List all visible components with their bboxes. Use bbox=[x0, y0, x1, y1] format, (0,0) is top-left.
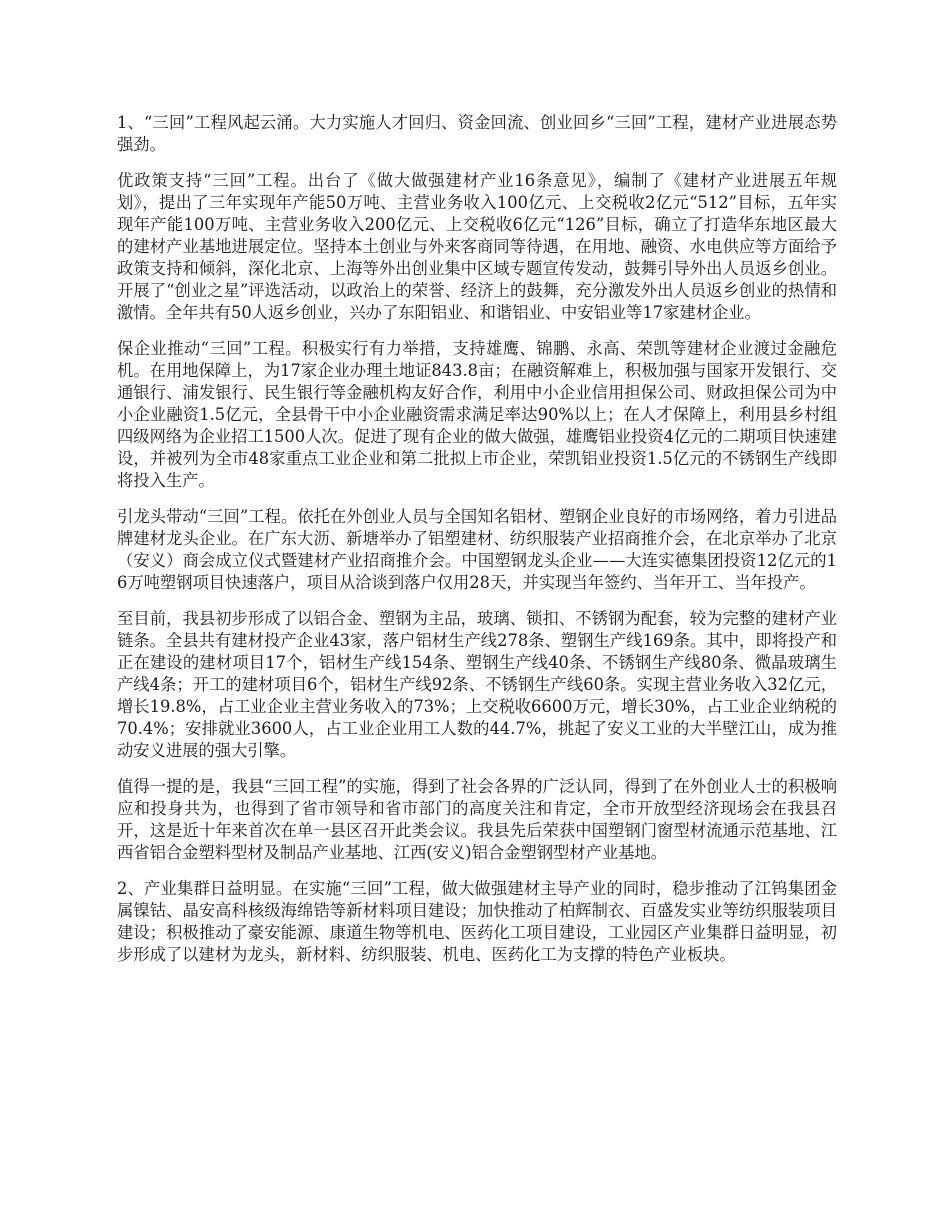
paragraph-section-2-clusters: 2、产业集群日益明显。在实施“三回”工程，做大做强建材主导产业的同时，稳步推动了江钨集团金属镍钴、晶安高科核级海绵锆等新材料项目建设；加快推动了柏辉制衣、百盛发实业等纺织服装项目建设；积极推动了豪安能源、康道生物等机电、医药化工项目建设，工业园区产业集群日益明显，初步形成了以建材为龙头，新材料、纺织服装、机电、医药化工为支撑的特色产业板块。 bbox=[117, 879, 837, 964]
paragraph-leading-enterprises: 引龙头带动“三回”工程。依托在外创业人员与全国知名铝材、塑钢企业良好的市场网络，着力引进品牌建材龙头企业。在广东大沥、新塘举办了铝塑建材、纺织服装产业招商推介会，在北京举办了北京（安义）商会成立仪式暨建材产业招商推介会。中国塑钢龙头企业——大连实德集团投资12亿元的16万吨塑钢项目快速落户，项目从洽谈到落户仅用28天，并实现当年签约、当年开工、当年投产。 bbox=[117, 507, 837, 592]
paragraph-section-1-heading: 1、“三回”工程风起云涌。大力实施人才回归、资金回流、创业回乡“三回”工程，建材产业进展态势强劲。 bbox=[117, 113, 837, 154]
paragraph-policy-support: 优政策支持“三回”工程。出台了《做大做强建材产业16条意见》，编制了《建材产业进展五年规划》，提出了三年实现年产能50万吨、主营业务收入100亿元、上交税收2亿元“512”目标，五年实现年产能100万吨、主营业务收入200亿元、上交税收6亿元“126”目标，确立了打造华东地区最大的建材产业基地进展定位。坚持本土创业与外来客商同等待遇，在用地、融资、水电供应等方面给予政策支持和倾斜，深化北京、上海等外出创业集中区域专题宣传发动，鼓舞引导外出人员返乡创业。开展了“创业之星”评选活动，以政治上的荣誉、经济上的鼓舞，充分激发外出人员返乡创业的热情和激情。全年共有50人返乡创业，兴办了东阳铝业、和谐铝业、中安铝业等17家建材企业。 bbox=[117, 171, 837, 322]
paragraph-enterprise-protection: 保企业推动“三回”工程。积极实行有力举措，支持雄鹰、锦鹏、永高、荣凯等建材企业渡过金融危机。在用地保障上，为17家企业办理土地证843.8亩；在融资解难上，积极加强与国家开发银行、交通银行、浦发银行、民生银行等金融机构友好合作，利用中小企业信用担保公司、财政担保公司为中小企业融资1.5亿元，全县骨干中小企业融资需求满足率达90%以上；在人才保障上，利用县乡村组四级网络为企业招工1500人次。促进了现有企业的做大做强，雄鹰铝业投资4亿元的二期项目快速建设，并被列为全市48家重点工业企业和第二批拟上市企业，荣凯铝业投资1.5亿元的不锈钢生产线即将投入生产。 bbox=[117, 339, 837, 490]
paragraph-recognition: 值得一提的是，我县“三回工程”的实施，得到了社会各界的广泛认同，得到了在外创业人士的积极响应和投身共为，也得到了省市领导和省市部门的高度关注和肯定，全市开放型经济现场会在我县召开，这是近十年来首次在单一县区召开此类会议。我县先后荣获中国塑钢门窗型材流通示范基地、江西省铝合金塑料型材及制品产业基地、江西(安义)铝合金塑钢型材产业基地。 bbox=[117, 777, 837, 862]
paragraph-industry-chain: 至目前，我县初步形成了以铝合金、塑钢为主品，玻璃、锁扣、不锈钢为配套，较为完整的建材产业链条。全县共有建材投产企业43家，落户铝材生产线278条、塑钢生产线169条。其中，即将投产和正在建设的建材项目17个，铝材生产线154条、塑钢生产线40条、不锈钢生产线80条、微晶玻璃生产线4条；开工的建材项目6个，铝材生产线92条、不锈钢生产线60条。实现主营业务收入32亿元，增长19.8%，占工业企业主营业务收入的73%；上交税收6600万元，增长30%，占工业企业纳税的70.4%；安排就业3600人，占工业企业用工人数的44.7%，挑起了安义工业的大半壁江山，成为推动安义进展的强大引擎。 bbox=[117, 609, 837, 760]
document-body bbox=[117, 112, 837, 980]
